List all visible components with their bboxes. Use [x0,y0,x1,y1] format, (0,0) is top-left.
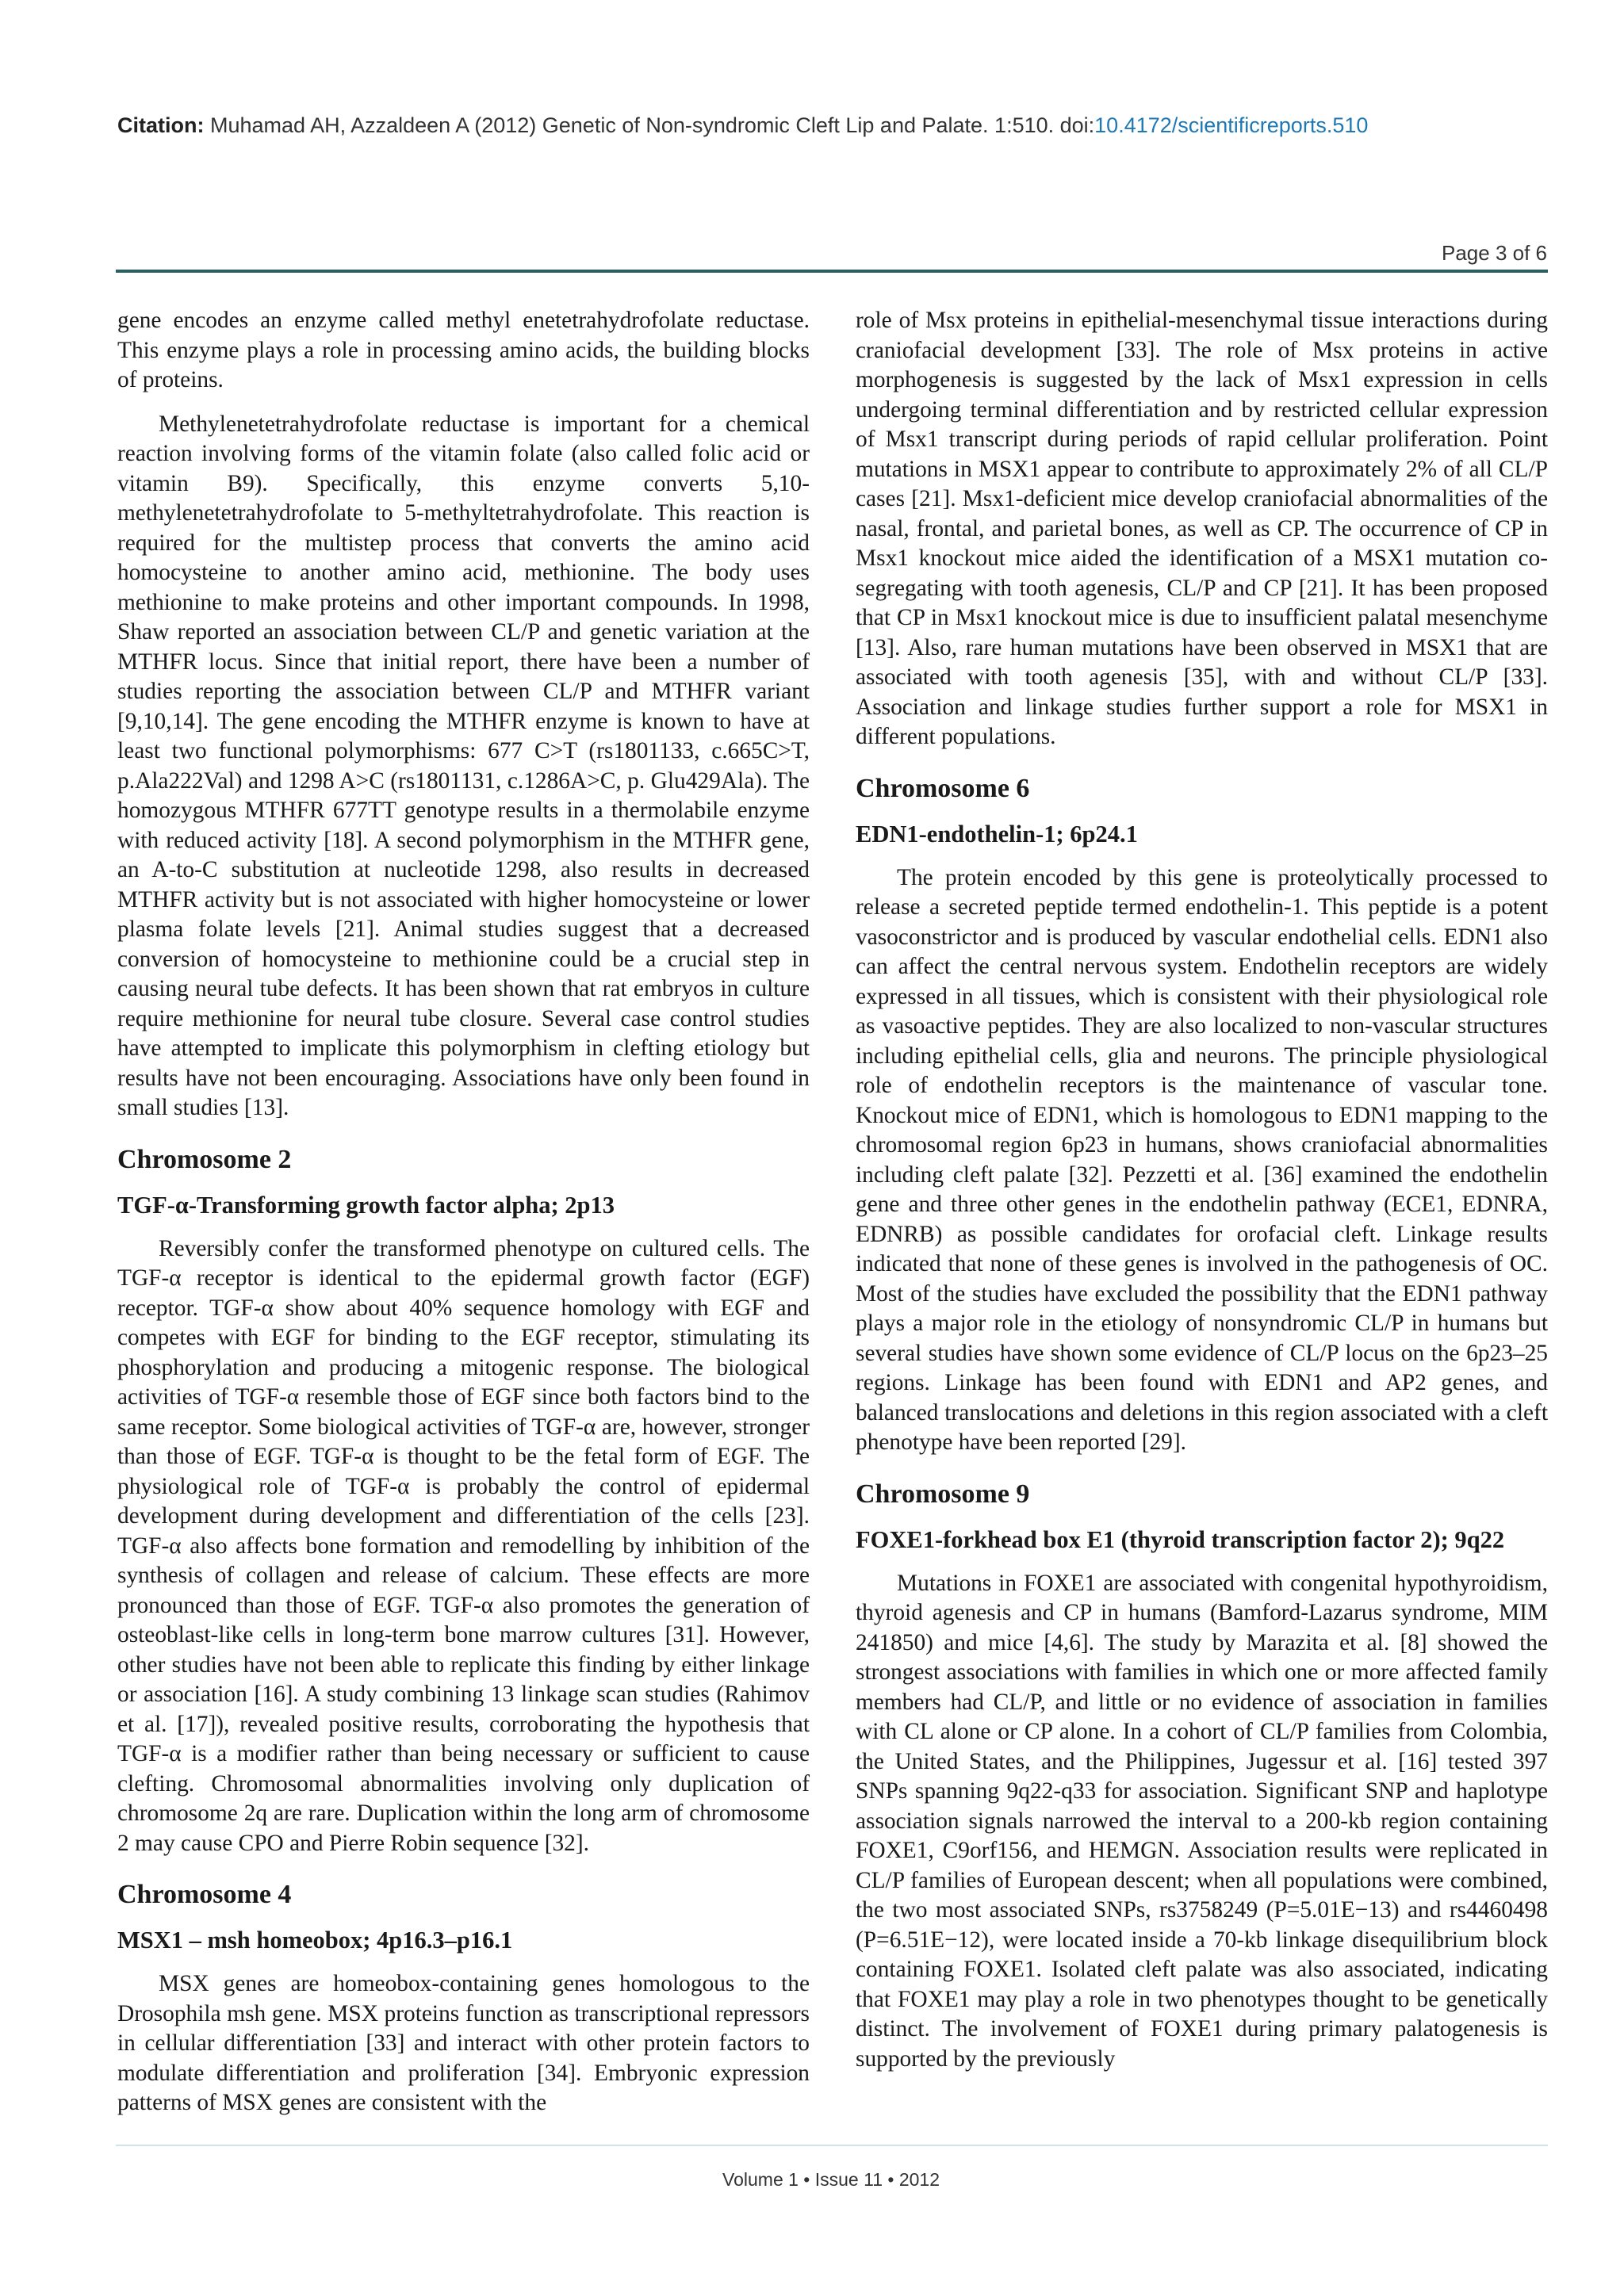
subheading-foxe1: FOXE1-forkhead box E1 (thyroid transcription factor 2); 9q22 [856,1525,1505,1553]
citation-text: Muhamad AH, Azzaldeen A (2012) Genetic of Non-syndromic Cleft Lip and Palate. 1:510. doi: [210,113,1095,137]
section-heading-chromosome-6: Chromosome 6 [856,773,1030,803]
right-column [856,306,1548,2074]
subheading-edn1: EDN1-endothelin-1; 6p24.1 [856,820,1138,848]
header-divider [116,270,1548,273]
section-heading-chromosome-2: Chromosome 2 [117,1144,292,1174]
paragraph: Mutations in FOXE1 are associated with congenital hypothyroidism, thyroid agenesis and CP in humans (Bamford-Lazarus syndrome, MIM 241850) and mice [4,6]. The study by Marazita et al. [8] showed the strongest associations with families in which one or more affected family members had CL/P, and little or no evidence of association in families with CL alone or CP alone. In a cohort of CL/P families from Colombia, the United States, and the Philippines, Jugessur et al. [16] tested 397 SNPs spanning 9q22-q33 for association. Significant SNP and haplotype association signals narrowed the interval to a 200-kb region containing FOXE1, C9orf156, and HEMGN. Association results were replicated in CL/P families of European descent; when all populations were combined, the two most associated SNPs, rs3758249 (P=5.01E−13) and rs4460498 (P=6.51E−12), were located inside a 70-kb linkage disequilibrium block containing FOXE1. Isolated cleft palate was also associated, indicating that FOXE1 may play a role in two phenotypes thought to be genetically distinct. The involvement of FOXE1 during primary palatogenesis is supported by the previously [856,1570,1548,2072]
subheading-msx1: MSX1 – msh homeobox; 4p16.3–p16.1 [117,1927,513,1954]
paragraph: MSX genes are homeobox-containing genes homologous to the Drosophila msh gene. MSX proteins function as transcriptional repressors in cellular differentiation [33] and interact with other protein factors to modulate differentiation and proliferation [34]. Embryonic expression patterns of MSX genes are consistent with the [117,1971,810,2115]
journal-footer: Volume 1 • Issue 11 • 2012 [722,2169,940,2190]
paragraph: role of Msx proteins in epithelial-mesenchymal tissue interactions during craniofacial development [33]. The role of Msx proteins in active morphogenesis is suggested by the lack of Msx1 expression in cells undergoing terminal differentiation and by restricted cellular expression of Msx1 transcript during periods of rapid cellular proliferation. Point mutations in MSX1 appear to contribute to approximately 2% of all CL/P cases [21]. Msx1-deficient mice develop craniofacial abnormalities of the nasal, frontal, and parietal bones, as well as CP. The occurrence of CP in Msx1 knockout mice aided the identification of a MSX1 mutation co-segregating with tooth agenesis, CL/P and CP [21]. It has been proposed that CP in Msx1 knockout mice is due to insufficient palatal mesenchyme [13]. Also, rare human mutations have been observed in MSX1 that are associated with tooth agenesis [35], with and without CL/P [33]. Association and linkage studies further support a role for MSX1 in different populations. [856,308,1548,749]
section-heading-chromosome-9: Chromosome 9 [856,1479,1030,1509]
section-heading-chromosome-4: Chromosome 4 [117,1880,292,1909]
paragraph: gene encodes an enzyme called methyl enetetrahydrofolate reductase. This enzyme plays a role in processing amino acids, the building blocks of proteins. [117,308,810,392]
paragraph: The protein encoded by this gene is proteolytically processed to release a secreted peptide termed endothelin-1. This peptide is a potent vasoconstrictor and is produced by vascular endothelial cells. EDN1 also can affect the central nervous system. Endothelin receptors are widely expressed in all tissues, which is consistent with their physiological role as vasoactive peptides. They are also localized to non-vascular structures including epithelial cells, glia and neurons. The principle physiological role of endothelin receptors is the maintenance of vascular tone. Knockout mice of EDN1, which is homologous to EDN1 mapping to the chromosomal region 6p23 in humans, shows craniofacial abnormalities including cleft palate [32]. Pezzetti et al. [36] examined the endothelin gene and three other genes in the endothelin pathway (ECE1, EDNRA, EDNRB) as possible candidates for orofacial cleft. Linkage results indicated that none of these genes is involved in the pathogenesis of OC. Most of the studies have excluded the possibility that the EDN1 pathway plays a major role in the etiology of nonsyndromic CL/P in humans but several studies have shown some evidence of CL/P locus on the 6p23–25 regions. Linkage has been found with EDN1 and AP2 genes, and balanced translocations and deletions in this region associated with a cleft phenotype have been reported [29]. [856,864,1548,1455]
footer-divider [116,2145,1548,2146]
paragraph: Reversibly confer the transformed phenotype on cultured cells. The TGF-α receptor is identical to the epidermal growth factor (EGF) receptor. TGF-α show about 40% sequence homology with EGF and competes with EGF for binding to the EGF receptor, stimulating its phosphorylation and producing a mitogenic response. The biological activities of TGF-α resemble those of EGF since both factors bind to the same receptor. Some biological activities of TGF-α are, however, stronger than those of EGF. TGF-α is thought to be the fetal form of EGF. The physiological role of TGF-α is probably the control of epidermal development during development and differentiation of the cells [23]. TGF-α also affects bone formation and remodelling by inhibition of the synthesis of collagen and release of calcium. These effects are more pronounced than those of EGF. TGF-α also promotes the generation of osteoblast-like cells in long-term bone marrow cultures [31]. However, other studies have not been able to replicate this finding by either linkage or association [16]. A study combining 13 linkage scan studies (Rahimov et al. [17]), revealed positive results, corroborating the hypothesis that TGF-α is a modifier rather than being necessary or sufficient to cause clefting. Chromosomal abnormalities involving only duplication of chromosome 2q are rare. Duplication within the long arm of chromosome 2 may cause CPO and Pierre Robin sequence [32]. [117,1235,810,1856]
subheading-tgf-alpha: TGF-α-Transforming growth factor alpha; 2p13 [117,1191,615,1219]
citation-label: Citation: [117,113,205,137]
citation-line [117,113,1545,138]
doi-link[interactable]: 10.4172/scientificreports.510 [1094,113,1369,137]
page-number: Page 3 of 6 [1442,241,1547,265]
paragraph: Methylenetetrahydrofolate reductase is important for a chemical reaction involving forms of the vitamin folate (also called folic acid or vitamin B9). Specifically, this enzyme converts 5,10-methylenetetrahydrofolate to 5-methyltetrahydrofolate. This reaction is required for the multistep process that converts the amino acid homocysteine to another amino acid, methionine. The body uses methionine to make proteins and other important compounds. In 1998, Shaw reported an association between CL/P and genetic variation at the MTHFR locus. Since that initial report, there have been a number of studies reporting the association between CL/P and MTHFR variant [9,10,14]. The gene encoding the MTHFR enzyme is known to have at least two functional polymorphisms: 677 C>T (rs1801133, c.665C>T, p.Ala222Val) and 1298 A>C (rs1801131, c.1286A>C, p. Glu429Ala). The homozygous MTHFR 677TT genotype results in a thermolabile enzyme with reduced activity [18]. A second polymorphism in the MTHFR gene, an A-to-C substitution at nucleotide 1298, also results in decreased MTHFR activity but is not associated with higher homocysteine or lower plasma folate levels [21]. Animal studies suggest that a decreased conversion of homocysteine to methionine could be a crucial step in causing neural tube defects. It has been shown that rat embryos in culture require methionine for neural tube closure. Several case control studies have attempted to implicate this polymorphism in clefting etiology but results have not been encouraging. Associations have only been found in small studies [13]. [117,411,810,1120]
left-column [117,306,810,2118]
